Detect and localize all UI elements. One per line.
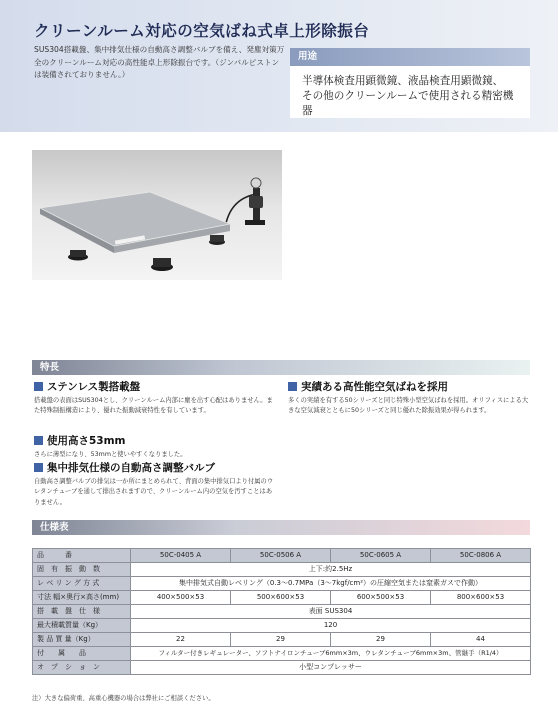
table-row bbox=[33, 633, 531, 647]
table-row bbox=[33, 577, 531, 591]
feature-text: 自動高さ調整バルブの排気は一か所にまとめられて、背面の集中排気口より付属のウレタンチューブを通して排出されますので、クリーンルーム内の空気を汚すことはありません。 bbox=[34, 478, 274, 506]
table-row bbox=[33, 591, 531, 605]
row-label: 搭 載 盤 仕 様 bbox=[33, 605, 131, 619]
row-value: 29 bbox=[231, 633, 331, 647]
feature-title: ステンレス製搭載盤 bbox=[47, 381, 141, 393]
row-label: 寸法 幅×奥行×高さ(mm) bbox=[33, 591, 131, 605]
row-value: 小型コンプレッサー bbox=[131, 661, 531, 675]
usage-text bbox=[290, 66, 530, 119]
row-value: 集中排気式自動レベリング（0.3〜0.7MPa（3〜7kgf/cm²）の圧縮空気または窒素ガスで作動） bbox=[131, 577, 531, 591]
row-value: 22 bbox=[131, 633, 231, 647]
row-label: 固 有 振 動 数 bbox=[33, 563, 131, 577]
row-label: レ ベ リ ン グ 方 式 bbox=[33, 577, 131, 591]
table-header-row bbox=[33, 549, 531, 563]
table-header-cell: 品 番 bbox=[33, 549, 131, 563]
row-label: 製 品 質 量（Kg） bbox=[33, 633, 131, 647]
intro-text: SUS304搭載盤、集中排気仕様の自動高さ調整バルブを備え、発塵対策万全のクリーンルーム対応の高性能卓上形除振台です。（ジンバルピストンは装備されておりません。） bbox=[34, 45, 285, 79]
table-header-cell: 50C-0405 A bbox=[131, 549, 231, 563]
row-value: フィルター付きレギュレーター、ソフトナイロンチューブ6mm×3m、ウレタンチューブ6mm×3m、管継手（R1/4） bbox=[131, 647, 531, 661]
feature-air-spring bbox=[288, 381, 530, 417]
feature-valve bbox=[34, 462, 274, 508]
row-value: 120 bbox=[131, 619, 531, 633]
table-row bbox=[33, 563, 531, 577]
row-value: 29 bbox=[331, 633, 431, 647]
usage-line-1: 半導体検査用顕微鏡、液晶検査用顕微鏡、 bbox=[302, 75, 504, 87]
row-value: 500×600×53 bbox=[231, 591, 331, 605]
feature-text: 多くの実績を有する50シリーズと同じ特殊小型空気ばねを採用。オリフィスによる大きな空気減衰とともに50シリーズと同じ優れた除振効果が得られます。 bbox=[288, 397, 529, 415]
usage-heading: 用途 bbox=[290, 48, 530, 66]
row-value: 上下:約2.5Hz bbox=[131, 563, 531, 577]
square-bullet-icon bbox=[34, 463, 43, 472]
feature-title: 実績ある高性能空気ばねを採用 bbox=[301, 381, 448, 393]
square-bullet-icon bbox=[288, 382, 297, 391]
vibration-table-illustration bbox=[32, 150, 282, 280]
table-row bbox=[33, 647, 531, 661]
square-bullet-icon bbox=[34, 382, 43, 391]
spec-table bbox=[32, 548, 531, 675]
feature-title: 集中排気仕様の自動高さ調整バルブ bbox=[47, 462, 215, 474]
table-row bbox=[33, 661, 531, 675]
feature-stainless-plate bbox=[34, 381, 274, 417]
usage-box bbox=[290, 48, 530, 118]
usage-line-2: その他のクリーンルームで使用される精密機器 bbox=[302, 90, 514, 117]
row-label: 最大積載質量（Kg） bbox=[33, 619, 131, 633]
page-title: クリーンルーム対応の空気ばね式卓上形除振台 bbox=[34, 22, 370, 40]
feature-text: 搭載盤の表面はSUS304とし、クリーンルーム内部に塵を出す心配はありません。また特殊制振構造により、優れた振動減衰特性を有しています。 bbox=[34, 397, 273, 415]
row-value: 600×500×53 bbox=[331, 591, 431, 605]
spec-heading: 仕様表 bbox=[40, 522, 69, 533]
feature-height bbox=[34, 435, 274, 460]
row-value: 表面 SUS304 bbox=[131, 605, 531, 619]
table-header-cell: 50C-0806 A bbox=[431, 549, 531, 563]
spec-band bbox=[32, 520, 530, 535]
footnote: 注）大きな偏荷重、高重心機器の場合は弊社にご相談ください。 bbox=[32, 695, 215, 702]
row-value: 800×600×53 bbox=[431, 591, 531, 605]
feature-text: さらに薄型になり、53mmと使いやすくなりました。 bbox=[34, 451, 187, 458]
row-label: オ プ シ ョ ン bbox=[33, 661, 131, 675]
product-photo bbox=[32, 150, 282, 280]
row-label: 付 属 品 bbox=[33, 647, 131, 661]
table-header-cell: 50C-0506 A bbox=[231, 549, 331, 563]
row-value: 400×500×53 bbox=[131, 591, 231, 605]
table-header-cell: 50C-0605 A bbox=[331, 549, 431, 563]
features-heading: 特長 bbox=[40, 362, 60, 373]
table-row bbox=[33, 605, 531, 619]
square-bullet-icon bbox=[34, 436, 43, 445]
feature-title: 使用高さ53mm bbox=[47, 435, 126, 447]
table-row bbox=[33, 619, 531, 633]
features-band bbox=[32, 360, 530, 375]
row-value: 44 bbox=[431, 633, 531, 647]
